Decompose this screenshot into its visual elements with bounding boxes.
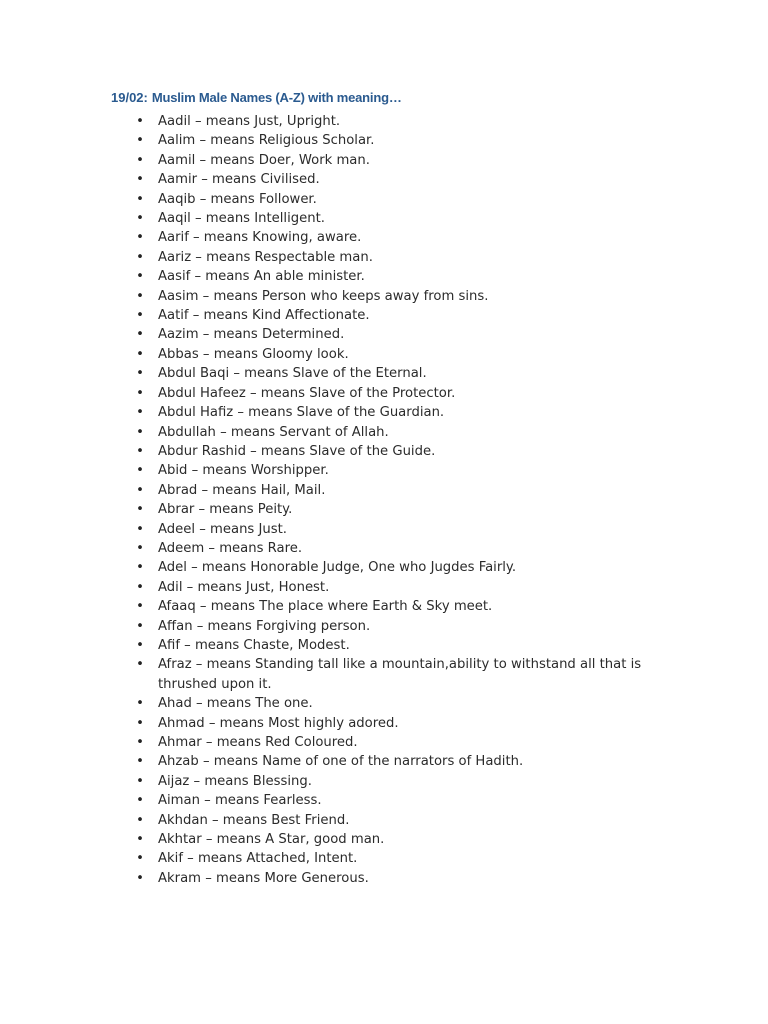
bullet-icon: • [136,482,144,498]
list-item [130,558,670,577]
list-item [130,791,670,810]
name-entry-text: Aazim – means Determined. [158,327,345,343]
name-entry-text: Akram – means More Generous. [158,870,369,886]
bullet-icon: • [136,521,144,537]
list-item [130,345,670,364]
list-item [130,655,670,694]
list-item [130,287,670,306]
list-item [130,500,670,519]
name-entry-text: Afaaq – means The place where Earth & Sky meet. [158,599,493,615]
name-entry-text: Adeem – means Rare. [158,540,303,556]
bullet-icon: • [136,443,144,459]
bullet-icon: • [136,851,144,867]
bullet-icon: • [136,560,144,576]
name-entry-text: Akhdan – means Best Friend. [158,812,350,828]
name-entry-text: Aatif – means Kind Affectionate. [158,308,370,324]
name-entry-text: Abdur Rashid – means Slave of the Guide. [158,443,436,459]
name-entry-text: Aamir – means Civilised. [158,172,320,188]
bullet-icon: • [136,599,144,615]
list-item [130,190,670,209]
bullet-icon: • [136,424,144,440]
name-entry-text: Afif – means Chaste, Modest. [158,637,350,653]
name-entry-text: Aariz – means Respectable man. [158,249,373,265]
bullet-icon: • [136,579,144,595]
name-entry-text: Afraz – means Standing tall like a mountain,ability to withstand all that is thrushed upon it. [158,657,642,692]
bullet-icon: • [136,152,144,168]
list-item [130,539,670,558]
bullet-icon: • [136,269,144,285]
bullet-icon: • [136,133,144,149]
list-item [130,461,670,480]
name-entry-text: Aasif – means An able minister. [158,269,365,285]
name-entry-text: Abdul Hafiz – means Slave of the Guardian. [158,405,445,421]
list-item [130,384,670,403]
bullet-icon: • [136,463,144,479]
post-date: 19/02: [111,90,148,105]
bullet-icon: • [136,735,144,750]
name-entry-text: Aaqil – means Intelligent. [158,211,325,227]
name-entry-text: Aiman – means Fearless. [158,793,322,809]
name-entry-text: Ahmar – means Red Coloured. [158,735,358,750]
post-title: Muslim Male Names (A-Z) with meaning… [151,90,402,105]
bullet-icon: • [136,230,144,246]
list-item [130,423,670,442]
name-entry-text: Abdul Baqi – means Slave of the Eternal. [158,366,427,382]
list-item [130,694,670,713]
bullet-icon: • [136,715,144,731]
bullet-icon: • [136,327,144,343]
bullet-icon: • [136,405,144,421]
name-entry-text: Abdul Hafeez – means Slave of the Protector. [158,385,456,401]
list-item [130,617,670,636]
list-item [130,733,670,752]
list-item [130,442,670,461]
bullet-icon: • [136,773,144,789]
bullet-icon: • [136,288,144,304]
list-item [130,636,670,655]
name-entry-text: Aalim – means Religious Scholar. [158,133,375,149]
bullet-icon: • [136,754,144,770]
bullet-icon: • [136,385,144,401]
list-item [130,597,670,616]
list-item [130,267,670,286]
bullet-icon: • [136,114,144,129]
list-item [130,830,670,849]
list-item [130,578,670,597]
name-entry-text: Aaqib – means Follower. [158,191,317,207]
list-item [130,849,670,868]
list-item [130,364,670,383]
name-entry-text: Ahad – means The one. [158,696,313,712]
bullet-icon: • [136,870,144,886]
bullet-icon: • [136,540,144,556]
bullet-icon: • [136,637,144,653]
list-item [130,170,670,189]
bullet-icon: • [136,657,144,673]
list-item [130,481,670,500]
bullet-icon: • [136,191,144,207]
bullet-icon: • [136,618,144,634]
name-entry-text: Aadil – means Just, Upright. [158,114,341,129]
name-entry-text: Aasim – means Person who keeps away from sins. [158,288,489,304]
list-item [130,248,670,267]
name-entry-text: Akhtar – means A Star, good man. [158,832,385,848]
bullet-icon: • [136,211,144,227]
bullet-icon: • [136,346,144,362]
bullet-icon: • [136,793,144,809]
name-entry-text: Abbas – means Gloomy look. [158,346,349,362]
bullet-icon: • [136,172,144,188]
name-entry-text: Adeel – means Just. [158,521,287,537]
name-entry-text: Affan – means Forgiving person. [158,618,371,634]
name-entry-text: Abid – means Worshipper. [158,463,329,479]
name-entry-text: Ahmad – means Most highly adored. [158,715,399,731]
bullet-icon: • [136,502,144,518]
name-entry-text: Abdullah – means Servant of Allah. [158,424,389,440]
name-entry-text: Akif – means Attached, Intent. [158,851,358,867]
list-item [130,325,670,344]
list-item [130,112,670,131]
post-heading [111,90,402,105]
list-item [130,520,670,539]
list-item [130,131,670,150]
list-item [130,772,670,791]
list-item [130,811,670,830]
list-item [130,306,670,325]
bullet-icon: • [136,308,144,324]
name-entry-text: Adel – means Honorable Judge, One who Jugdes Fairly. [158,560,517,576]
list-item [130,403,670,422]
bullet-icon: • [136,812,144,828]
name-entry-text: Adil – means Just, Honest. [158,579,330,595]
bullet-icon: • [136,696,144,712]
list-item [130,714,670,733]
name-entry-text: Aarif – means Knowing, aware. [158,230,362,246]
list-item [130,752,670,771]
name-entry-text: Abrar – means Peity. [158,502,293,518]
list-item [130,209,670,228]
list-item [130,151,670,170]
name-entry-text: Ahzab – means Name of one of the narrators of Hadith. [158,754,524,770]
name-entry-text: Aamil – means Doer, Work man. [158,152,370,168]
names-list [130,112,670,888]
list-item [130,869,670,888]
bullet-icon: • [136,832,144,848]
name-entry-text: Aijaz – means Blessing. [158,773,312,789]
bullet-icon: • [136,249,144,265]
list-item [130,228,670,247]
bullet-icon: • [136,366,144,382]
name-entry-text: Abrad – means Hail, Mail. [158,482,326,498]
